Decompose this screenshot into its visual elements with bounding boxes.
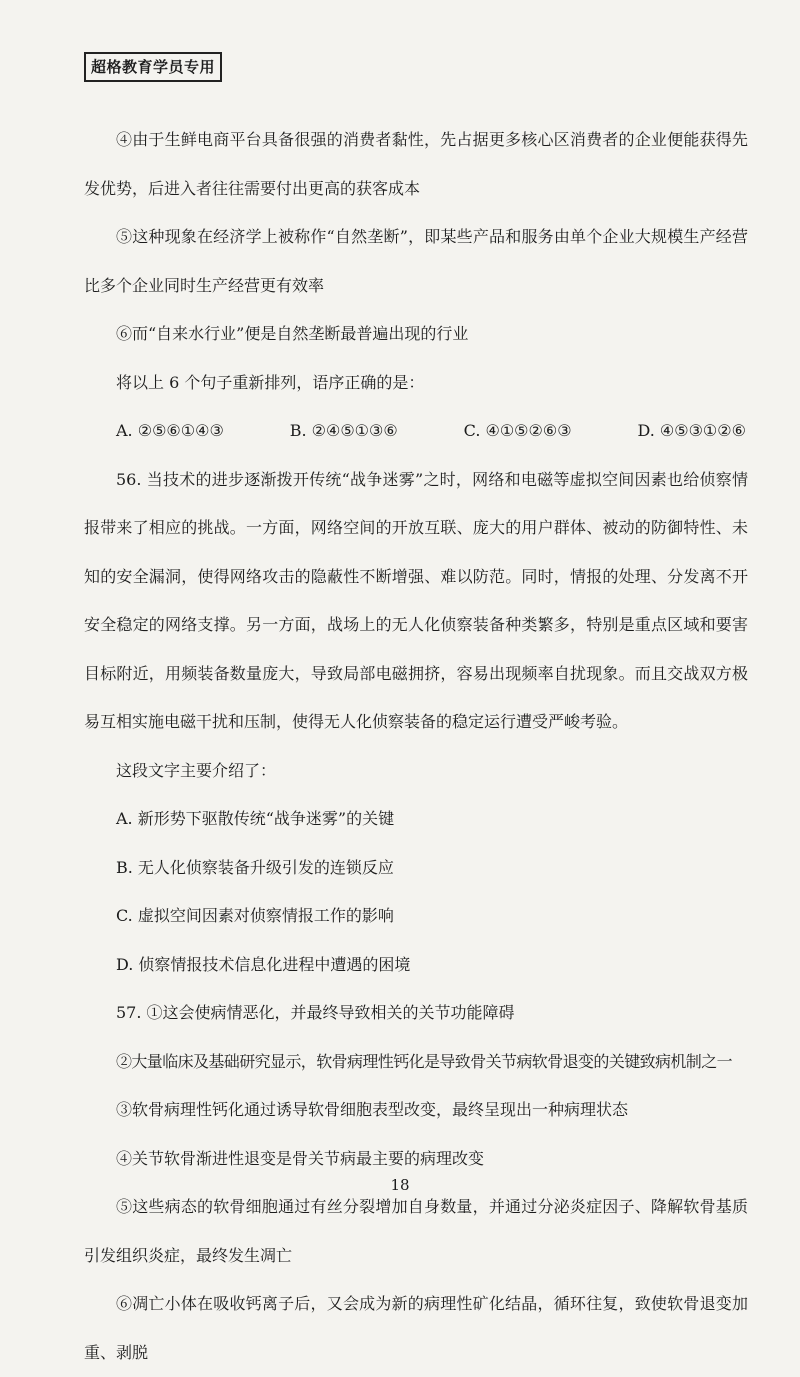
q55-item-6: ⑥而“自来水行业”便是自然垄断最普遍出现的行业: [116, 324, 469, 343]
q57-item-1: 57. ①这会使病情恶化，并最终导致相关的关节功能障碍: [116, 1003, 515, 1022]
watermark-stamp: 超格教育学员专用: [84, 52, 222, 82]
q55-item-4: ④由于生鲜电商平台具备很强的消费者黏性，先占据更多核心区消费者的企业便能获得先发优势，后进入者往往需要付出更高的获客成本: [84, 130, 748, 198]
q56-option-c[interactable]: C. 虚拟空间因素对侦察情报工作的影响: [116, 906, 394, 925]
q55-options: [84, 407, 748, 456]
q55-option-b[interactable]: B. ②④⑤①③⑥: [289, 421, 398, 440]
q57-item-6: ⑥凋亡小体在吸收钙离子后，又会成为新的病理性矿化结晶，循环往复，致使软骨退变加重、剥脱: [84, 1294, 748, 1362]
q56-option-b[interactable]: B. 无人化侦察装备升级引发的连锁反应: [116, 857, 394, 877]
q55-question: 将以上 6 个句子重新排列，语序正确的是：: [116, 372, 425, 392]
q56-option-d[interactable]: D. 侦察情报技术信息化进程中遭遇的困境: [116, 954, 411, 974]
q57-item-3: ③软骨病理性钙化通过诱导软骨细胞表型改变，最终呈现出一种病理状态: [116, 1100, 629, 1119]
page-number: 18: [390, 1176, 410, 1194]
q57-item-4: ④关节软骨渐进性退变是骨关节病最主要的病理改变: [116, 1148, 485, 1168]
q56-question: 这段文字主要介绍了：: [116, 760, 277, 780]
q57-item-2: ②大量临床及基础研究显示，软骨病理性钙化是导致骨关节病软骨退变的关键致病机制之一: [116, 1051, 733, 1071]
q56-option-a[interactable]: A. 新形势下驱散传统“战争迷雾”的关键: [116, 809, 395, 828]
q55-option-a[interactable]: A. ②⑤⑥①④③: [116, 421, 224, 440]
q55-option-d[interactable]: D. ④⑤③①②⑥: [637, 421, 746, 440]
q55-option-c[interactable]: C. ④①⑤②⑥③: [463, 421, 572, 440]
q56-passage: 56. 当技术的进步逐渐拨开传统“战争迷雾”之时，网络和电磁等虚拟空间因素也给侦察情报带来了相应的挑战。一方面，网络空间的开放互联、庞大的用户群体、被动的防御特性、未知的安全漏洞，使得网络攻击的隐蔽性不断增强、难以防范。同时，情报的处理、分发离不开安全稳定的网络支撑。另一方面，战场上的无人化侦察装备种类繁多，特别是重点区域和要害目标附近，用频装备数量庞大，导致局部电磁拥挤，容易出现频率自扰现象。而且交战双方极易互相实施电磁干扰和压制，使得无人化侦察装备的稳定运行遭受严峻考验。: [84, 469, 748, 731]
q57-item-5: ⑤这些病态的软骨细胞通过有丝分裂增加自身数量，并通过分泌炎症因子、降解软骨基质引发组织炎症，最终发生凋亡: [84, 1197, 748, 1265]
q55-item-5: ⑤这种现象在经济学上被称作“自然垄断”，即某些产品和服务由单个企业大规模生产经营比多个企业同时生产经营更有效率: [84, 227, 748, 295]
